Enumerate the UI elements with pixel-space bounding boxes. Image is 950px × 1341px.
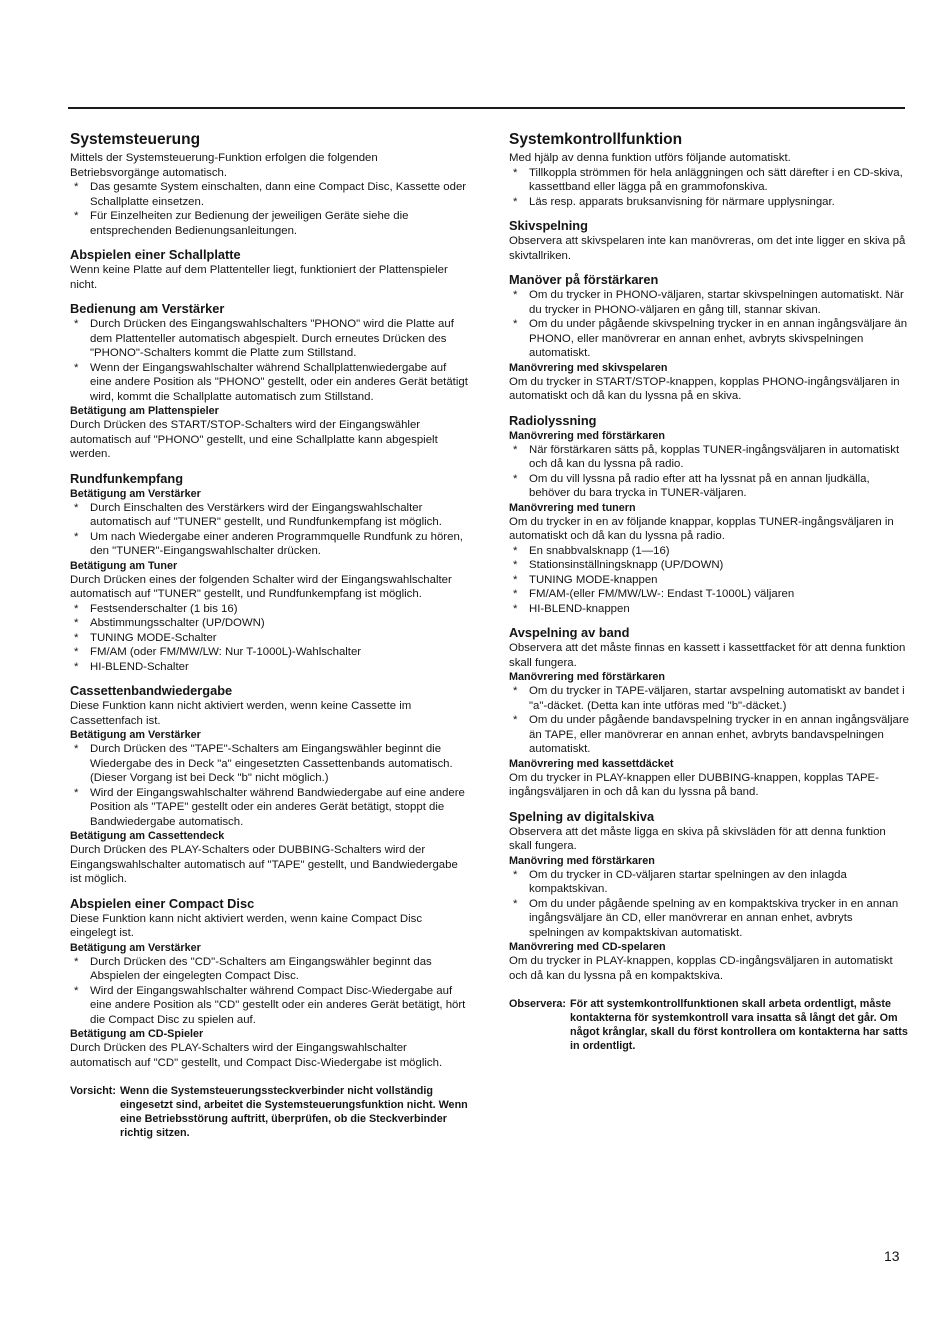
paragraph: Om du trycker in START/STOP-knappen, kopplas PHONO-ingångsväljaren in automatiskt och då kan du lyssna på en skiva. xyxy=(509,375,900,402)
bullet-item: * TUNING MODE-knappen xyxy=(513,573,658,586)
bullet-item: * När förstärkaren sätts på, kopplas TUNER-ingångsväljaren in automatiskt och då kan du lyssna på radio. xyxy=(513,443,900,470)
bullet-item: * Om du under pågående skivspelning trycker in en annan ingångsväljare än PHONO, eller manövrerar en annan enhet, avbryts skivspelningen automatiskt. xyxy=(513,318,908,359)
bullet-item: * Durch Drücken des "CD"-Schalters am Eingangswähler beginnt das Abspielen der eingelegten Compact Disc. xyxy=(74,955,432,982)
minor-heading: Manövrering med förstärkaren xyxy=(509,671,666,683)
bullet-item: * Om du under pågående spelning av en kompaktskiva trycker in en annan ingångsväljare än CD, eller manövrerar en annan enhet, avbryts spelningen av kompaktskivan automatiskt. xyxy=(513,897,899,939)
subsection-title: Avspelning av band xyxy=(509,625,630,640)
minor-heading: Manövrering med kassettdäcket xyxy=(509,757,674,770)
caution-note xyxy=(70,1084,470,1140)
section-title: Systemsteuerung xyxy=(70,131,201,148)
bullet-item: * En snabbvalsknapp (1—16) xyxy=(513,544,670,557)
paragraph: Observera att det måste ligga en skiva på skivsläden för att denna funktion skall fungera. xyxy=(509,825,886,852)
minor-heading: Betätigung am Verstärker xyxy=(70,487,201,500)
bullet-item: * Durch Einschalten des Verstärkers wird der Eingangswahlschalter automatisch auf "TUNER" gestellt, und Rundfunkempfang ist möglich. xyxy=(74,501,442,528)
bullet-item: * Om du trycker in CD-väljaren startar spelningen av den inlagda kompaktskivan. xyxy=(513,868,847,895)
bullet-item: * Läs resp. apparats bruksanvisning för närmare upplysningar. xyxy=(513,195,835,208)
bullet-item: * Tillkoppla strömmen för hela anläggningen och sätt därefter i en CD-skiva, kassettband eller lägga på en grammofonskiva. xyxy=(513,166,903,193)
left-column xyxy=(70,131,470,1140)
bullet-item: * Om du trycker in TAPE-väljaren, startar avspelning automatiskt av bandet i "a"-däcket. (Detta kan inte utföras med "b"-däcket.) xyxy=(513,685,905,712)
paragraph: Durch Drücken des PLAY-Schalters wird der Eingangswahlschalter automatisch auf "CD" gestellt, und Compact Disc-Wiedergabe ist möglich. xyxy=(70,1042,443,1069)
bullet-item: * Für Einzelheiten zur Bedienung der jeweiligen Geräte siehe die entsprechenden Bedienungsanleitungen. xyxy=(74,210,409,237)
minor-heading: Manövrering med förstärkaren xyxy=(509,429,666,442)
bullet-item: * Um nach Wiedergabe einer anderen Programmquelle Rundfunk zu hören, den "TUNER"-Eingangswahlschalter drücken. xyxy=(74,530,463,557)
paragraph: Wenn keine Platte auf dem Plattenteller liegt, funktioniert der Plattenspieler nicht. xyxy=(70,264,448,291)
bullet-item: * Wenn der Eingangswahlschalter während Schallplattenwiedergabe auf eine andere Position als "PHONO" gestellt, oder ein anderes Gerät betätigt wird, kommt die Schallplatte automatisch zum Stillstand. xyxy=(74,361,468,403)
bullet-item: * Om du vill lyssna på radio efter att ha lyssnat på en annan ljudkälla, behöver du bara trycka in TUNER-väljaren. xyxy=(513,472,870,499)
bullet-item: * Stationsinställningsknapp (UP/DOWN) xyxy=(513,559,724,571)
note-label: Vorsicht: xyxy=(70,1085,116,1097)
paragraph: Om du trycker in PLAY-knappen eller DUBBING-knappen, kopplas TAPE-ingångsväljaren in och då kan du lyssna på band. xyxy=(509,771,879,798)
paragraph: Durch Drücken eines der folgenden Schalter wird der Eingangswahlschalter automatisch auf "TUNER" gestellt, und Rundfunkempfang ist möglich. xyxy=(70,573,452,600)
minor-heading: Betätigung am CD-Spieler xyxy=(70,1028,204,1040)
bullet-item: * Wird der Eingangswahlschalter während Bandwiedergabe auf eine andere Position als "TAPE" gestellt oder ein anderes Gerät betätigt, stoppt die Bandwiedergabe automatisch. xyxy=(74,786,465,828)
paragraph: Durch Drücken des START/STOP-Schalters wird der Eingangswähler automatisch auf "PHONO" gestellt, und eine Schallplatte kann abgespielt werden. xyxy=(70,419,438,460)
subsection-title: Cassettenbandwiedergabe xyxy=(70,683,233,698)
bullet-item: * Om du under pågående bandavspelning trycker in en annan ingångsväljare än TAPE, eller manövrerar en annan enhet, avbryts bandavspelningen automatiskt. xyxy=(513,714,909,755)
note-label: Observera: xyxy=(509,998,567,1010)
section-title: Systemkontrollfunktion xyxy=(509,131,683,148)
subsection-title: Bedienung am Verstärker xyxy=(70,301,225,316)
caution-note xyxy=(509,997,909,1053)
subsection-title: Spelning av digitalskiva xyxy=(509,808,655,824)
bullet-item: * Abstimmungsschalter (UP/DOWN) xyxy=(74,617,265,629)
paragraph: Med hjälp av denna funktion utförs följande automatiskt. xyxy=(509,152,791,164)
paragraph: Mittels der Systemsteuerung-Funktion erfolgen die folgenden Betriebsvorgänge automatisch. xyxy=(70,152,378,179)
paragraph: Observera att det måste finnas en kassett i kassettfacket för att denna funktion skall fungera. xyxy=(509,642,906,669)
minor-heading: Manövrering med CD-spelaren xyxy=(509,941,666,953)
subsection-title: Abspielen einer Compact Disc xyxy=(70,895,255,911)
minor-heading: Betätigung am Tuner xyxy=(70,559,178,572)
header-rule xyxy=(68,107,905,109)
bullet-item: * Wird der Eingangswahlschalter während Compact Disc-Wiedergabe auf eine andere Position als "CD" gestellt oder ein anderes Gerät betätigt, hört die Compact Disc zu spielen auf. xyxy=(74,984,466,1026)
subsection-title: Abspielen einer Schallplatte xyxy=(70,247,241,262)
subsection-title: Rundfunkempfang xyxy=(70,470,184,486)
right-column xyxy=(509,131,909,1053)
bullet-item: * HI-BLEND-knappen xyxy=(513,602,630,615)
paragraph: Om du trycker in en av följande knappar, kopplas TUNER-ingångsväljaren in automatiskt och då kan du lyssna på radio. xyxy=(509,515,894,542)
subsection-title: Manöver på förstärkaren xyxy=(509,272,659,287)
minor-heading: Betätigung am Plattenspieler xyxy=(70,405,219,417)
subsection-title: Radiolyssning xyxy=(509,412,597,428)
bullet-item: * FM/AM (oder FM/MW/LW: Nur T-1000L)-Wahlschalter xyxy=(74,646,362,658)
bullet-item: * Festsenderschalter (1 bis 16) xyxy=(74,602,238,615)
bullet-item: * Om du trycker in PHONO-väljaren, startar skivspelningen automatiskt. När du trycker in PHONO-väljaren en gång till, stannar skivan. xyxy=(513,289,904,316)
paragraph: Observera att skivspelaren inte kan manövreras, om det inte ligger en skiva på skivtallriken. xyxy=(509,235,906,262)
bullet-item: * HI-BLEND-Schalter xyxy=(74,660,189,673)
note-text: Wenn die Systemsteuerungssteckverbinder nicht vollständig eingesetzt sind, arbeitet die Systemsteuerungsfunktion nicht. Wenn eine Betriebsstörung auftritt, überprüfen, ob die Steckverbinder richtig sitzen. xyxy=(120,1085,468,1139)
minor-heading: Betätigung am Cassettendeck xyxy=(70,830,225,842)
bullet-item: * Das gesamte System einschalten, dann eine Compact Disc, Kassette oder Schallplatte einsetzen. xyxy=(74,181,467,208)
bullet-item: * Durch Drücken des "TAPE"-Schalters am Eingangswähler beginnt die Wiedergabe des in Deck "a" eingesetzten Cassettenbands automatisch. (Dieser Vorgang ist bei Deck "b" nicht möglich.) xyxy=(74,743,453,784)
paragraph: Om du trycker in PLAY-knappen, kopplas CD-ingångsväljaren in automatiskt och då kan du lyssna på en kompaktskiva. xyxy=(509,955,893,982)
minor-heading: Betätigung am Verstärker xyxy=(70,941,201,954)
minor-heading: Manövrering med tunern xyxy=(509,501,636,514)
page-number: 13 xyxy=(884,1248,900,1264)
bullet-item: * FM/AM-(eller FM/MW/LW-: Endast T-1000L) väljaren xyxy=(513,588,795,600)
subsection-title: Skivspelning xyxy=(509,218,588,233)
minor-heading: Betätigung am Verstärker xyxy=(70,729,201,741)
minor-heading: Manövring med förstärkaren xyxy=(509,854,655,867)
note-text: För att systemkontrollfunktionen skall arbeta ordentligt, måste kontakterna för systemkontroll vara insatta så långt det går. Om något krånglar, skall du först kontrollera om kontakterna har satts in ordentligt. xyxy=(570,998,908,1052)
paragraph: Diese Funktion kann nicht aktiviert werden, wenn keine Cassette im Cassettenfach ist. xyxy=(70,700,412,727)
paragraph: Durch Drücken des PLAY-Schalters oder DUBBING-Schalters wird der Eingangswahlschalter automatisch auf "TAPE" gestellt, und Bandwiedergabe ist möglich. xyxy=(70,844,458,885)
bullet-item: * Durch Drücken des Eingangswahlschalters "PHONO" wird die Platte auf dem Plattenteller automatisch abgespielt. Durch erneutes Drücken des "PHONO"-Schalters kommt die Platte zum Stillstand. xyxy=(74,318,454,359)
minor-heading: Manövrering med skivspelaren xyxy=(509,361,668,374)
bullet-item: * TUNING MODE-Schalter xyxy=(74,631,217,644)
paragraph: Diese Funktion kann nicht aktiviert werden, wenn kaine Compact Disc eingelegt ist. xyxy=(70,912,423,939)
